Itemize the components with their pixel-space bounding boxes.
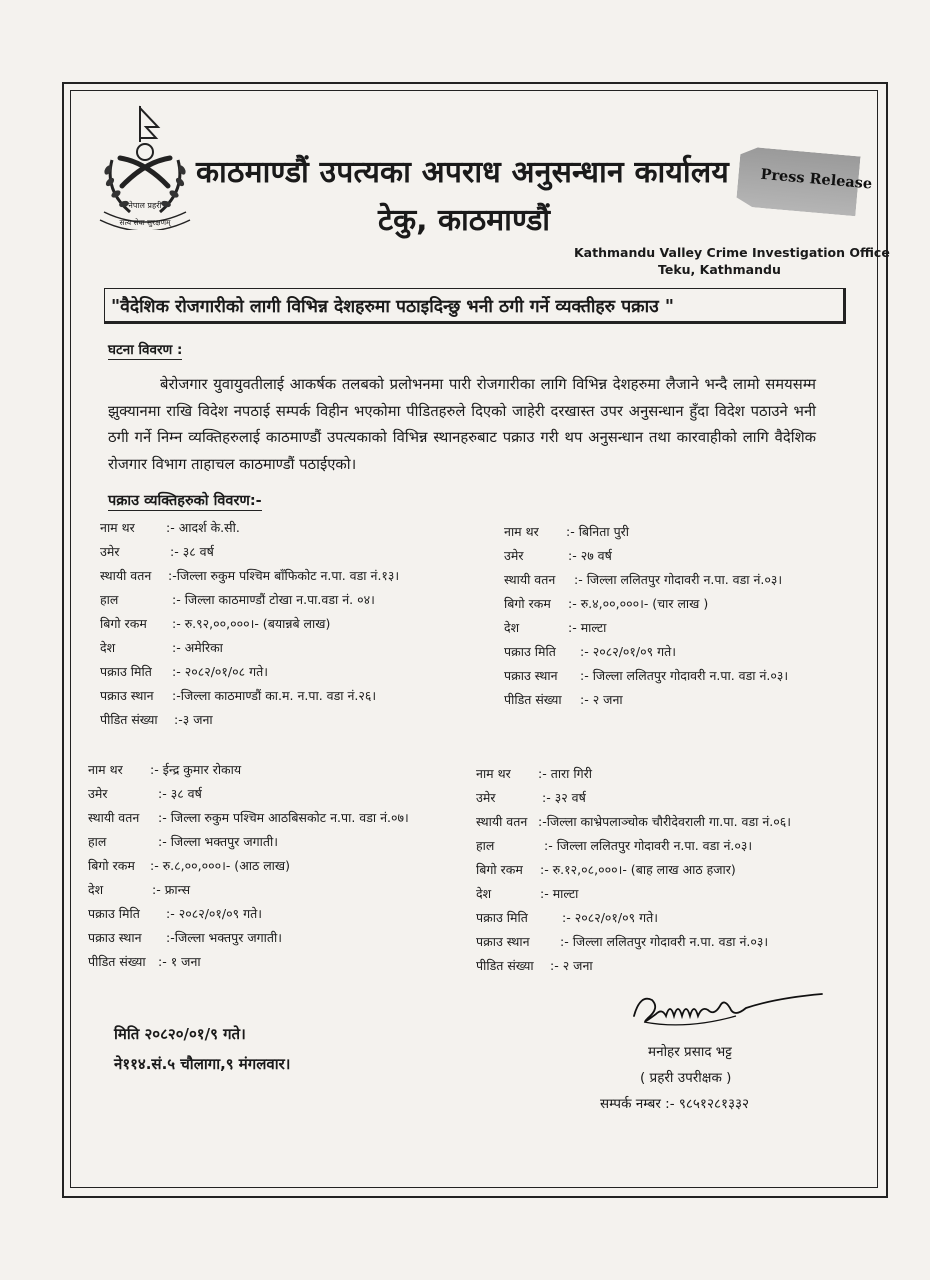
record-label: पीडित संख्या [100, 712, 158, 727]
svg-text:सत्य सेवा सुरक्षणम्: सत्य सेवा सुरक्षणम् [119, 218, 171, 227]
arrested-label [108, 490, 262, 510]
record-label: देश [504, 620, 520, 635]
nepal-police-emblem [90, 100, 200, 230]
record-label: पीडित संख्या [476, 958, 534, 973]
record-label: पक्राउ स्थान [476, 934, 530, 949]
record-label: उमेर [100, 544, 120, 559]
record-row-current [100, 588, 399, 612]
record-label: स्थायी वतन [100, 568, 152, 583]
record-row-current [476, 834, 791, 858]
record-row-address [100, 564, 399, 588]
record-label: पक्राउ मिति [504, 644, 556, 659]
record-value: :-३ जना [174, 712, 213, 727]
record-value: :- २०८२/०१/०९ गते। [580, 644, 676, 659]
record-row-age [504, 544, 788, 568]
record-value: :- २०८२/०१/०९ गते। [166, 906, 262, 921]
record-value: :- आदर्श के.सी. [166, 520, 240, 535]
record-label: नाम थर [476, 766, 511, 781]
nepal-sambat-date: ने११४.सं.५ चौलागा,९ मंगलवार। [114, 1055, 291, 1073]
record-row-place [504, 664, 788, 688]
record-row-amount [476, 858, 791, 882]
record-row-country [100, 636, 399, 660]
record-value: :- जिल्ला भक्तपुर जगाती। [158, 834, 278, 849]
record-row-current [88, 830, 409, 854]
record-row-name [504, 520, 788, 544]
record-value: :-जिल्ला भक्तपुर जगाती। [166, 930, 283, 945]
record-row-address [88, 806, 409, 830]
record-label: बिगो रकम [504, 596, 551, 611]
record-label: हाल [100, 592, 119, 607]
record-value: :- २ जना [550, 958, 593, 973]
record-label: पक्राउ स्थान [504, 668, 558, 683]
record-row-age [476, 786, 791, 810]
record-row-country [504, 616, 788, 640]
record-label: नाम थर [504, 524, 539, 539]
record-label: देश [88, 882, 104, 897]
record-value: :- जिल्ला रुकुम पश्चिम आठबिसकोट न.पा. वडा नं.०७। [158, 810, 409, 825]
record-value: :- रु.८,००,०००।- (आठ लाख) [150, 858, 291, 873]
office-city-nepali: टेकु, काठमाण्डौं [378, 203, 551, 238]
record-row-country [476, 882, 791, 906]
record-value: :- जिल्ला ललितपुर गोदावरी न.पा. वडा नं.०३। [580, 668, 789, 683]
record-label: उमेर [88, 786, 108, 801]
record-row-country [88, 878, 409, 902]
incident-label-text: घटना विवरण : [108, 342, 183, 358]
record-row-address [476, 810, 791, 834]
record-label: पक्राउ मिति [100, 664, 152, 679]
record-value: :- ३८ वर्ष [158, 786, 202, 801]
record-row-place [100, 684, 399, 708]
record-row-address [504, 568, 788, 592]
record-value: :- फ्रान्स [152, 882, 191, 897]
record-row-victims [100, 708, 399, 732]
record-row-name [476, 762, 791, 786]
svg-text:नेपाल प्रहरी: नेपाल प्रहरी [128, 201, 162, 210]
record-value: :- जिल्ला ललितपुर गोदावरी न.पा. वडा नं.०३। [544, 838, 753, 853]
office-city-english: Teku, Kathmandu [658, 262, 781, 277]
release-date: मिति २०८२०/०१/९ गते। [114, 1025, 246, 1043]
record-label: बिगो रकम [88, 858, 135, 873]
record-value: :- जिल्ला काठमाण्डौं टोखा न.पा.वडा नं. ०४। [172, 592, 375, 607]
arrested-label-text: पक्राउ व्यक्तिहरुको विवरण:- [108, 493, 262, 509]
record-label: नाम थर [100, 520, 135, 535]
record-label: पीडित संख्या [504, 692, 562, 707]
arrested-record-4 [476, 762, 791, 978]
record-row-place [476, 930, 791, 954]
record-row-date [504, 640, 788, 664]
record-value: :-जिल्ला रुकुम पश्चिम बाँफिकोट न.पा. वडा नं.१३। [168, 568, 400, 583]
record-value: :- तारा गिरी [538, 766, 593, 781]
record-value: :- १ जना [158, 954, 201, 969]
record-value: :- २०८२/०१/०८ गते। [172, 664, 268, 679]
record-value: :- ईन्द्र कुमार रोकाय [150, 762, 242, 777]
record-value: :- ३८ वर्ष [170, 544, 214, 559]
record-label: पक्राउ स्थान [88, 930, 142, 945]
arrested-record-2 [504, 520, 788, 712]
record-row-name [88, 758, 409, 782]
record-label: नाम थर [88, 762, 123, 777]
press-release-label: Press Release [759, 165, 873, 193]
record-label: उमेर [476, 790, 496, 805]
record-label: हाल [88, 834, 107, 849]
record-row-place [88, 926, 409, 950]
record-label: हाल [476, 838, 495, 853]
record-value: :- ३२ वर्ष [542, 790, 586, 805]
office-title-nepali: काठमाण्डौं उपत्यका अपराध अनुसन्धान कार्यालय [196, 155, 729, 190]
incident-text: बेरोजगार युवायुवतीलाई आकर्षक तलबको प्रलोभनमा पारी रोजगारीका लागि विभिन्न देशहरुमा लैजाने भन्दै लामो समयसम्म झुक्यानमा राखि विदेश नपठाई सम्पर्क विहीन भएकोमा पीडितहरुले दिएको जाहेरी दरखास्त उपर अनुसन्धान हुँदा विदेश पठाउने भनी ठगी गर्ने निम्न व्यक्तिहरुलाई काठमाण्डौं उपत्यकाको विभिन्न स्थानहरुबाट पक्राउ गरी थप अनुसन्धान तथा कारवाहीको लागि वैदेशिक रोजगार विभाग ताहाचल काठमाण्डौं पठाईएको। [108, 376, 816, 473]
record-value: :- अमेरिका [172, 640, 223, 655]
record-value: :- जिल्ला ललितपुर गोदावरी न.पा. वडा नं.०३। [560, 934, 769, 949]
record-row-date [88, 902, 409, 926]
signature [626, 986, 826, 1036]
record-value: :- माल्टा [540, 886, 579, 901]
record-value: :- बिनिता पुरी [566, 524, 630, 539]
record-row-name [100, 516, 399, 540]
record-row-age [88, 782, 409, 806]
record-value: :- रु.४,००,०००।- (चार लाख ) [568, 596, 709, 611]
record-row-amount [88, 854, 409, 878]
contact-number: सम्पर्क नम्बर :- ९८५१२८१३३२ [600, 1096, 750, 1112]
record-label: पीडित संख्या [88, 954, 146, 969]
record-value: :- २७ वर्ष [568, 548, 612, 563]
record-label: पक्राउ मिति [476, 910, 528, 925]
record-value: :- माल्टा [568, 620, 607, 635]
headline: "वैदेशिक रोजगारीको लागी विभिन्न देशहरुमा पठाइदिन्छु भनी ठगी गर्ने व्यक्तीहरु पक्राउ " [111, 297, 674, 317]
record-row-amount [504, 592, 788, 616]
record-value: :-जिल्ला काभ्रेपलाञ्चोक चौरीदेवराली गा.पा. वडा नं.०६। [538, 814, 792, 829]
record-label: बिगो रकम [100, 616, 147, 631]
record-row-victims [504, 688, 788, 712]
signer-title: ( प्रहरी उपरीक्षक ) [640, 1070, 732, 1086]
record-label: बिगो रकम [476, 862, 523, 877]
signer-name: मनोहर प्रसाद भट्ट [648, 1044, 732, 1060]
record-label: देश [476, 886, 492, 901]
record-row-date [476, 906, 791, 930]
arrested-record-3 [88, 758, 409, 974]
record-row-date [100, 660, 399, 684]
record-value: :- २ जना [580, 692, 623, 707]
press-release-tab [736, 146, 873, 216]
office-title-english: Kathmandu Valley Crime Investigation Office [574, 245, 890, 260]
record-label: पक्राउ स्थान [100, 688, 154, 703]
record-value: :- रु.९२,००,०००।- (बयान्नबे लाख) [172, 616, 331, 631]
incident-paragraph [108, 372, 816, 478]
record-row-victims [476, 954, 791, 978]
record-label: स्थायी वतन [88, 810, 140, 825]
record-label: स्थायी वतन [476, 814, 528, 829]
record-value: :- २०८२/०१/०९ गते। [562, 910, 658, 925]
record-value: :- जिल्ला ललितपुर गोदावरी न.पा. वडा नं.०३। [574, 572, 783, 587]
headline-box [104, 288, 846, 324]
record-row-victims [88, 950, 409, 974]
record-row-amount [100, 612, 399, 636]
record-label: पक्राउ मिति [88, 906, 140, 921]
record-label: देश [100, 640, 116, 655]
record-label: स्थायी वतन [504, 572, 556, 587]
arrested-record-1 [100, 516, 399, 732]
record-label: उमेर [504, 548, 524, 563]
incident-label [108, 340, 182, 358]
record-value: :- रु.१२,०८,०००।- (बाह लाख आठ हजार) [540, 862, 736, 877]
record-value: :-जिल्ला काठमाण्डौं का.म. न.पा. वडा नं.२६। [172, 688, 377, 703]
record-row-age [100, 540, 399, 564]
